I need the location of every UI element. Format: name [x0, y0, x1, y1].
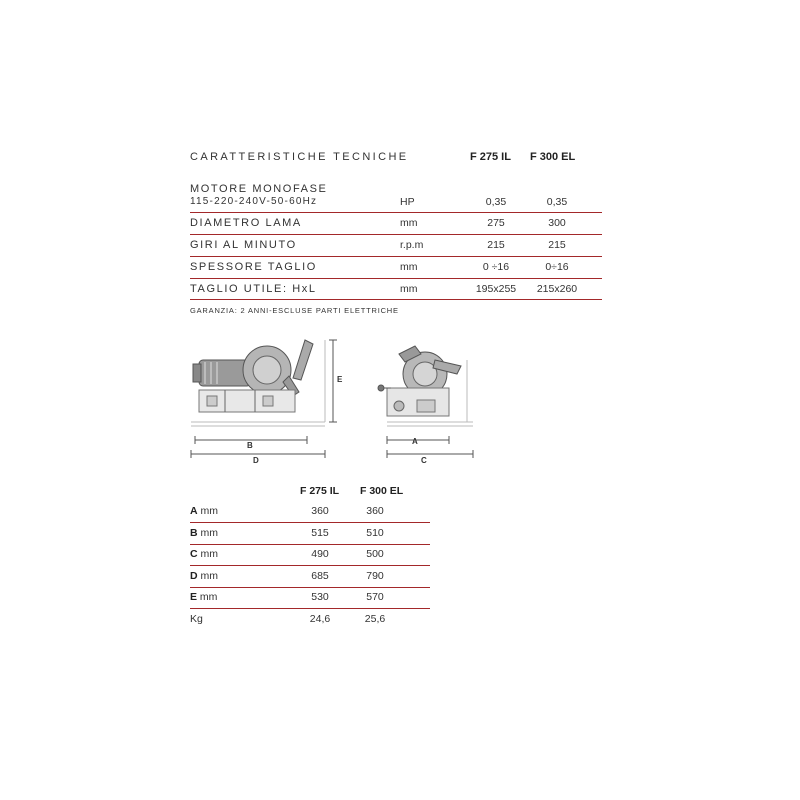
spec-row-label: SPESSORE TAGLIO: [190, 261, 317, 273]
dim-row-label: [190, 591, 217, 603]
side-view-drawing: [191, 340, 337, 458]
dim-row-unit: mm: [197, 527, 219, 539]
spec-row-label: GIRI AL MINUTO: [190, 239, 297, 251]
spec-row-motor: [190, 181, 602, 213]
spec-col-head-f300: F 300 EL: [530, 151, 576, 163]
dim-row-a: [190, 501, 430, 523]
spec-row-value-f275: 0 ÷16: [482, 261, 510, 273]
dim-row-key: D: [190, 570, 198, 582]
dim-row-c: [190, 544, 430, 566]
dimension-label-c: C: [421, 456, 427, 465]
dim-row-value-f275: 530: [311, 591, 329, 603]
spec-row-value-f300: 0÷16: [545, 261, 569, 273]
spec-row-cut-size: [190, 279, 602, 300]
dim-row-value-f275: 24,6: [309, 613, 331, 625]
dim-row-d: [190, 566, 430, 588]
spec-row-value-f300: 0,35: [546, 196, 568, 208]
dim-col-head-f300: F 300 EL: [360, 485, 404, 497]
dim-row-e: [190, 587, 430, 609]
dim-col-head-f275: F 275 IL: [300, 485, 340, 497]
dim-row-key: A: [190, 505, 198, 517]
dim-row-value-f300: 790: [366, 570, 384, 582]
dim-row-label: [190, 527, 218, 539]
dim-row-value-f275: 490: [311, 548, 329, 560]
dim-row-unit: mm: [197, 548, 219, 560]
dim-row-unit: mm: [197, 505, 219, 517]
slicer-technical-drawing: [185, 330, 475, 470]
spec-row-value-f300: 215x260: [536, 283, 578, 295]
spec-row-label: DIAMETRO LAMA: [190, 217, 302, 229]
spec-row-value-f300: 300: [548, 217, 566, 229]
spec-row-label: TAGLIO UTILE: HxL: [190, 283, 317, 295]
dim-row-value-f275: 685: [311, 570, 329, 582]
dim-row-value-f300: 25,6: [364, 613, 386, 625]
dim-row-value-f300: 510: [366, 527, 384, 539]
dim-row-label: [190, 613, 203, 625]
spec-row-unit: HP: [400, 196, 415, 208]
spec-row-unit: r.p.m: [400, 239, 424, 251]
dim-row-value-f300: 570: [366, 591, 384, 603]
dim-row-value-f300: 360: [366, 505, 384, 517]
dim-row-value-f275: 515: [311, 527, 329, 539]
dimension-label-b: B: [247, 441, 253, 450]
front-view-drawing: [378, 346, 473, 458]
dim-row-weight: [190, 609, 430, 630]
spec-row-rpm: [190, 235, 602, 257]
dim-row-label: [190, 548, 218, 560]
dim-row-b: [190, 523, 430, 545]
spec-table-title: CARATTERISTICHE TECNICHE: [190, 151, 409, 163]
dim-row-unit: mm: [197, 570, 219, 582]
warranty-note: GARANZIA: 2 ANNI-ESCLUSE PARTI ELETTRICHE: [190, 306, 399, 315]
spec-row-sublabel: 115-220-240V-50-60Hz: [190, 196, 318, 207]
spec-row-value-f275: 0,35: [485, 196, 507, 208]
spec-col-head-f275: F 275 IL: [470, 151, 511, 163]
spec-row-unit: mm: [400, 217, 418, 229]
dim-row-label: [190, 505, 218, 517]
spec-row-value-f300: 215: [548, 239, 566, 251]
dim-row-unit: mm: [197, 591, 218, 603]
dim-row-key: B: [190, 527, 198, 539]
dim-row-value-f275: 360: [311, 505, 329, 517]
dim-row-key: E: [190, 591, 198, 603]
spec-row-value-f275: 215: [487, 239, 505, 251]
spec-row-label: MOTORE MONOFASE: [190, 183, 328, 195]
dim-row-unit: Kg: [190, 613, 203, 625]
spec-row-thickness: [190, 257, 602, 279]
dimension-label-d: D: [253, 456, 259, 465]
spec-row-value-f275: 195x255: [475, 283, 517, 295]
dimension-label-e: E: [337, 375, 343, 384]
spec-row-unit: mm: [400, 261, 418, 273]
spec-row-blade: [190, 213, 602, 235]
spec-row-unit: mm: [400, 283, 418, 295]
dim-row-value-f300: 500: [366, 548, 384, 560]
dimension-label-a: A: [412, 437, 418, 446]
dim-row-key: C: [190, 548, 198, 560]
spec-row-value-f275: 275: [487, 217, 505, 229]
dim-row-label: [190, 570, 218, 582]
